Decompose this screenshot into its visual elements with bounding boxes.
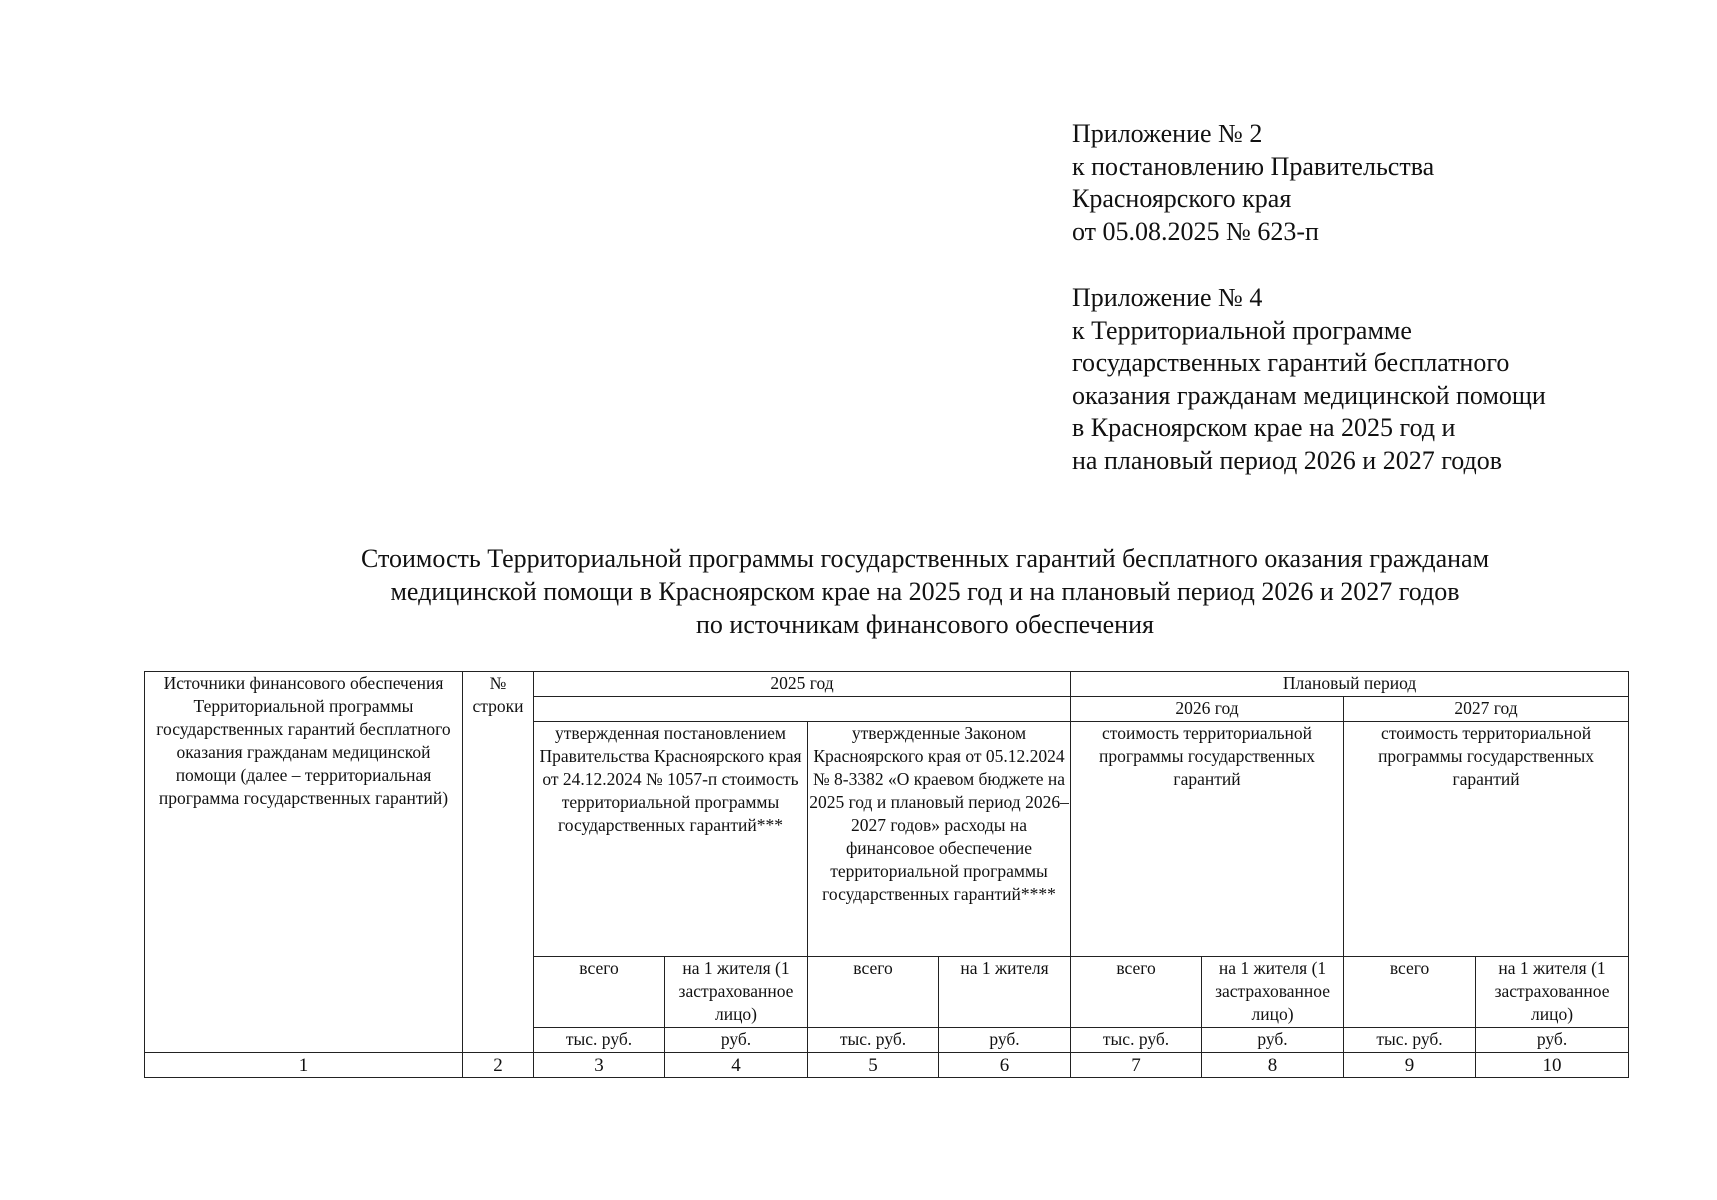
- unit-rub: руб.: [665, 1028, 808, 1053]
- header-per-insured: на 1 жителя (1 застрахованное лицо): [1202, 957, 1344, 1028]
- unit-thousand-rub: тыс. руб.: [1071, 1028, 1202, 1053]
- header-cost-2026: стоимость территориальной программы государственных гарантий: [1071, 722, 1344, 957]
- column-number: 6: [939, 1053, 1071, 1078]
- header-planned-period: Плановый период: [1071, 672, 1629, 697]
- appendix-line: на плановый период 2026 и 2027 годов: [1072, 445, 1502, 475]
- document-title: [150, 542, 1700, 641]
- cost-table: [144, 671, 1629, 1078]
- header-total: всего: [1071, 957, 1202, 1028]
- column-number: 3: [534, 1053, 665, 1078]
- column-number: 8: [1202, 1053, 1344, 1078]
- title-line: Стоимость Территориальной программы государственных гарантий бесплатного оказания гражданам: [360, 544, 1490, 573]
- column-number-row: [145, 1053, 1629, 1078]
- header-total: всего: [534, 957, 665, 1028]
- header-total: всего: [808, 957, 939, 1028]
- column-number: 4: [665, 1053, 808, 1078]
- title-line: медицинской помощи в Красноярском крае на 2025 год и на плановый период 2026 и 2027 годов: [390, 577, 1460, 606]
- header-per-resident: на 1 жителя: [939, 957, 1071, 1028]
- appendix-line: оказания гражданам медицинской помощи: [1072, 380, 1546, 410]
- header-per-insured: на 1 жителя (1 застрахованное лицо): [1476, 957, 1629, 1028]
- appendix-line: к постановлению Правительства: [1072, 151, 1435, 181]
- column-number: 10: [1476, 1053, 1629, 1078]
- unit-rub: руб.: [1202, 1028, 1344, 1053]
- header-year-2025: 2025 год: [534, 672, 1071, 697]
- appendix-4-header: [1072, 282, 1546, 477]
- header-cost-2027: стоимость территориальной программы государственных гарантий: [1344, 722, 1629, 957]
- appendix-line: от 05.08.2025 № 623-п: [1072, 216, 1319, 246]
- column-number: 9: [1344, 1053, 1476, 1078]
- header-year-2026: 2026 год: [1071, 697, 1344, 722]
- appendix-line: Приложение № 4: [1072, 283, 1263, 312]
- unit-thousand-rub: тыс. руб.: [534, 1028, 665, 1053]
- header-funding-source: Источники финансового обеспечения Территориальной программы государственных гарантий бесплатного оказания гражданам медицинской помощи (далее – территориальная программа государственных гарантий): [145, 672, 463, 1053]
- appendix-line: Красноярского края: [1072, 184, 1292, 213]
- column-number: 7: [1071, 1053, 1202, 1078]
- header-2025-spacer: [534, 697, 1071, 722]
- unit-rub: руб.: [1476, 1028, 1629, 1053]
- header-total: всего: [1344, 957, 1476, 1028]
- appendix-line: Приложение № 2: [1072, 119, 1263, 148]
- unit-thousand-rub: тыс. руб.: [808, 1028, 939, 1053]
- unit-rub: руб.: [939, 1028, 1071, 1053]
- header-approved-by-government: утвержденная постановлением Правительства Красноярского края от 24.12.2024 № 1057-п стоимость территориальной программы государственных гарантий***: [534, 722, 808, 957]
- column-number: 5: [808, 1053, 939, 1078]
- appendix-line: в Красноярском крае на 2025 год и: [1072, 413, 1456, 442]
- appendix-line: государственных гарантий бесплатного: [1072, 348, 1510, 377]
- header-per-insured: на 1 жителя (1 застрахованное лицо): [665, 957, 808, 1028]
- appendix-line: к Территориальной программе: [1072, 315, 1412, 345]
- title-line: по источникам финансового обеспечения: [696, 610, 1154, 639]
- column-number: 2: [463, 1053, 534, 1078]
- appendix-2-header: [1072, 118, 1434, 248]
- header-approved-by-law: утвержденные Законом Красноярского края от 05.12.2024 № 8-3382 «О краевом бюджете на 2025 год и плановый период 2026–2027 годов» расходы на финансовое обеспечение территориальной программы государственных гарантий****: [808, 722, 1071, 957]
- column-number: 1: [145, 1053, 463, 1078]
- header-row-number: № строки: [463, 672, 534, 1053]
- header-year-2027: 2027 год: [1344, 697, 1629, 722]
- unit-thousand-rub: тыс. руб.: [1344, 1028, 1476, 1053]
